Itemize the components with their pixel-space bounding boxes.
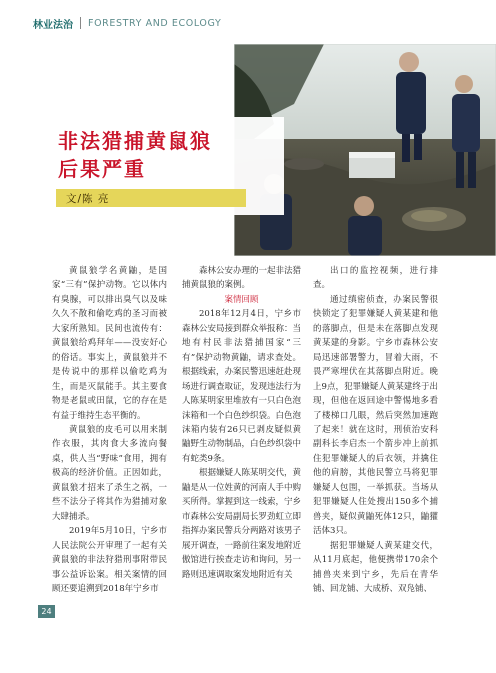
- article-title-line2: 后果严重: [58, 157, 146, 181]
- paragraph: 出口的监控视频，进行排查。: [313, 266, 438, 291]
- section-english-name: FORESTRY AND ECOLOGY: [88, 17, 222, 29]
- paragraph: 2019年5月10日，宁乡市人民法院公开审理了一起有关黄鼠狼的非法狩猎刑事附带民事公益诉讼案。相关案情的回顾还要追溯到2018年宁乡市: [52, 526, 167, 594]
- body-column-1: [52, 264, 167, 596]
- white-box: [349, 152, 395, 178]
- author-band: [56, 189, 246, 207]
- header-divider: [80, 17, 81, 29]
- page-header: [33, 14, 221, 32]
- body-column-3: [313, 264, 438, 596]
- page-number: 24: [38, 605, 55, 618]
- paragraph: 2018年12月4日，宁乡市森林公安局接到群众举报称：当地有村民非法猎捕国家“三有”保护动物黄鼬，请求查处。根据线索，办案民警迅速赶赴现场进行调查取证，发现违法行为人陈某明家里堆放有一只白色泡沫箱和一个白色纱织袋。白色泡沫箱内装有26只已剥皮疑似黄鼬野生动物制品，白色纱织袋中有蛇类9条。: [182, 309, 302, 464]
- body-column-2: [182, 264, 301, 582]
- paragraph: 据犯罪嫌疑人黄某建交代，从11月底起，他便携带170余个捕兽夹来到宁乡，先后在青华铺、回龙铺、大成桥、双凫铺、: [313, 540, 438, 594]
- article-title-line1: 非法猎捕黄鼠狼: [58, 129, 212, 153]
- section-name: 林业法治: [33, 19, 73, 31]
- author-byline: 文/陈 亮: [66, 193, 110, 205]
- paragraph: 黄鼠狼学名黄鼬，是国家“三有”保护动物。它以体内有臭腺，可以排出臭气以及味久久不散和偷吃鸡的圣习而被大家所熟知。民间也流传有：黄鼠狼给鸡拜年——没安好心的俗话。事实上，黄鼠狼并不是传说中的那样以偷吃鸡为生，而是灭鼠能手。其主要食物是老鼠或田鼠，它的存在是有益于维持生态平衡的。: [52, 266, 167, 421]
- section-subheading: 案情回顾: [224, 294, 259, 305]
- paragraph: 黄鼠狼的皮毛可以用来制作衣服，其肉食大多流向餐桌，供人当“野味”食用，拥有极高的经济价值。正因如此，黄鼠狼才招来了杀生之祸，一些不法分子将其作为猎捕对象大肆捕杀。: [52, 424, 167, 522]
- paragraph: 森林公安办理的一起非法猎捕黄鼠狼的案例。: [182, 266, 302, 291]
- paragraph: 根据嫌疑人陈某明交代，黄鼬是从一位姓黄的河南人手中购买所得。掌握到这一线索，宁乡市森林公安局副局长罗劲虹立即指挥办案民警兵分两路对该男子展开调查，一路前往案发地附近傲馆进行挨查走访和询问，另一路则迅速调取案发地附近有关: [182, 468, 302, 580]
- paragraph: 通过缜密侦查，办案民警很快锁定了犯罪嫌疑人黄某建和他的落脚点，但是未在落脚点发现黄某建的身影。宁乡市森林公安局迅速部署警力，冒着大雨，不畏严寒埋伏在其落脚点附近。晚上9点，犯罪嫌疑人黄某建终于出现，但他在返回途中警惕地多看了楼梯口几眼，然后突然加速跑了起来！就在这时，刑侦治安科副科长李启杰一个箭步冲上前抓住犯罪嫌疑人的后衣领，并擒住他的肩膀，其他民警立马将犯罪嫌疑人包围，一举抓获。当场从犯罪嫌疑人住处搜出150多个捕兽夹，疑似黄鼬死体12只，鼬獾活体3只。: [313, 294, 438, 537]
